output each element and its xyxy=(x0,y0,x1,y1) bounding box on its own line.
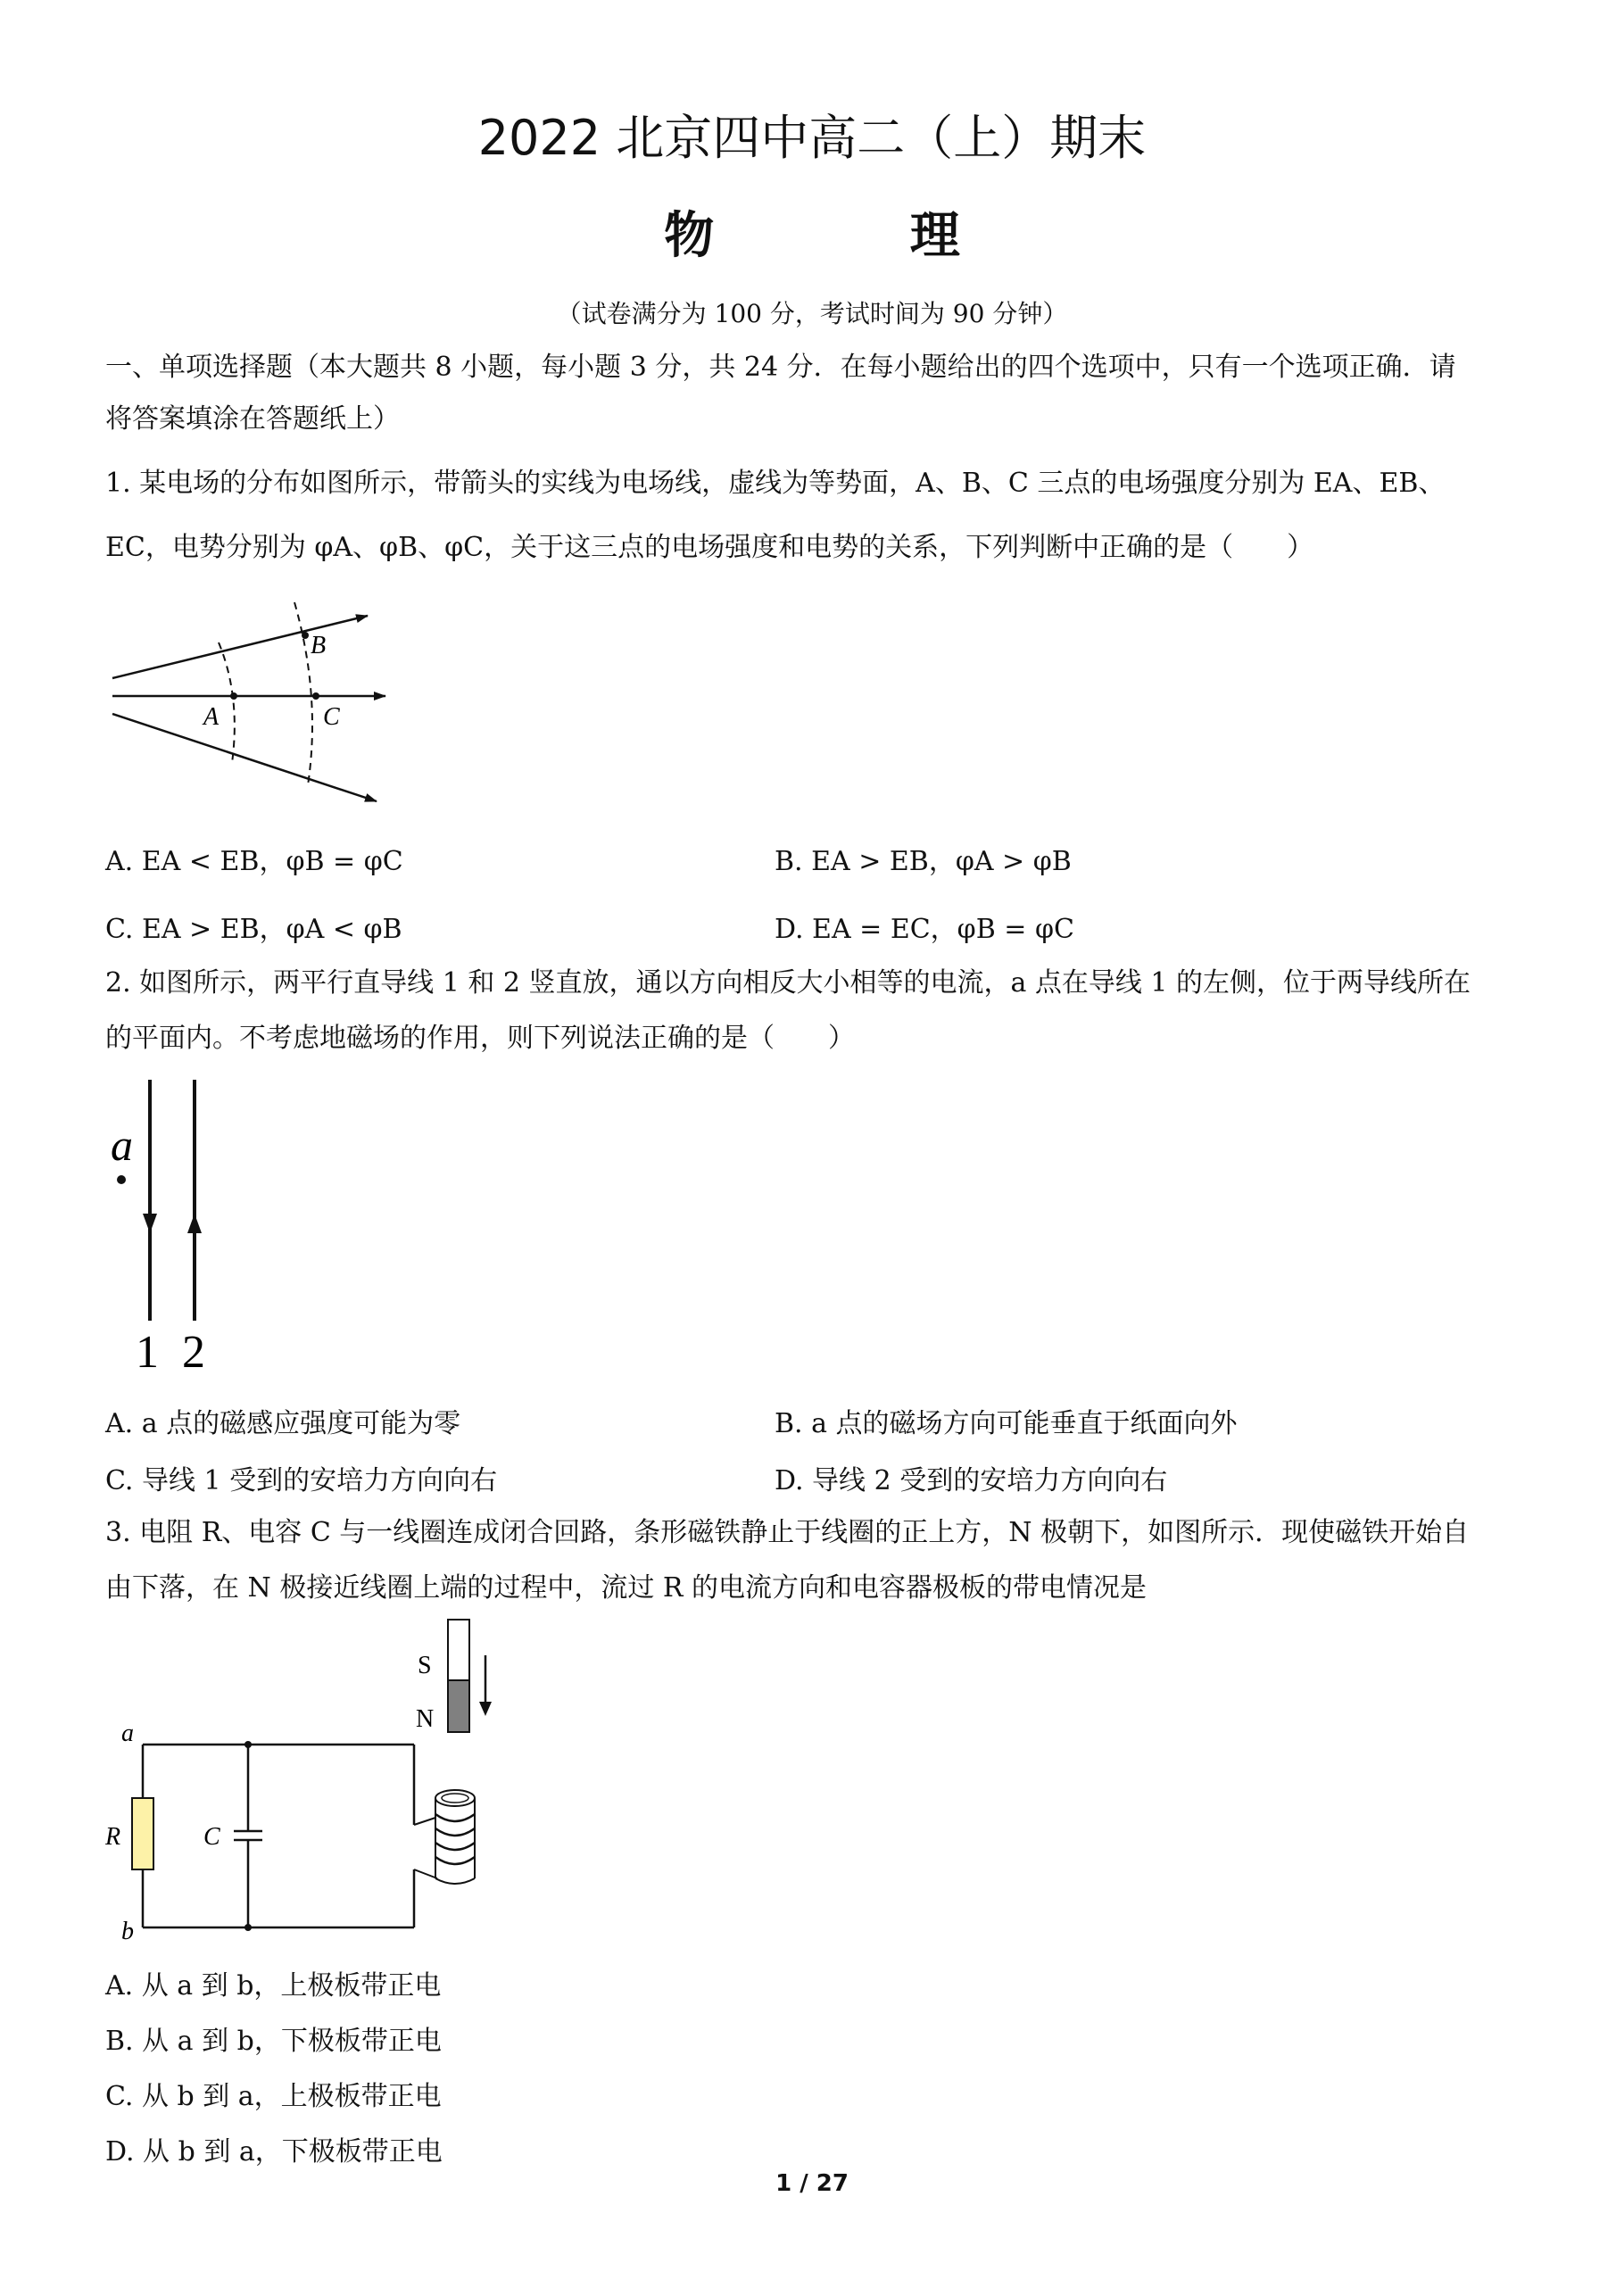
q1-option-a[interactable]: A. EA < EB，φB = φC xyxy=(105,846,403,877)
field-line-upper xyxy=(112,616,368,678)
q2-parallel-wires-figure xyxy=(98,1080,232,1383)
fall-arrow-head xyxy=(479,1702,492,1716)
label-b: B xyxy=(311,632,327,659)
exam-note: （试卷满分为 100 分，考试时间为 90 分钟） xyxy=(556,299,1068,328)
q3-stem-line2: 由下落，在 N 极接近线圈上端的过程中，流过 R 的电流方向和电容器极板的带电情况是 xyxy=(105,1572,1147,1604)
magnet-n-pole xyxy=(448,1680,469,1732)
q2-stem-line2: 的平面内。不考虑地磁场的作用，则下列说法正确的是（ ） xyxy=(105,1023,855,1054)
q3-circuit-figure xyxy=(98,1620,518,1945)
q1-option-d[interactable]: D. EA = EC，φB = φC xyxy=(775,914,1074,945)
equipotential-surface-1 xyxy=(219,642,235,763)
label-r: R xyxy=(105,1823,121,1851)
q3-stem-line1: 3. 电阻 R、电容 C 与一线圈连成闭合回路，条形磁铁静止于线圈的正上方，N 极朝下，如图所示．现使磁铁开始自 xyxy=(105,1517,1470,1548)
magnet-s-pole xyxy=(448,1620,469,1680)
subject-title: 物 理 xyxy=(664,207,1049,265)
q1-option-b[interactable]: B. EA > EB，φA > φB xyxy=(775,846,1072,877)
wire-2-label: 2 xyxy=(182,1327,205,1378)
point-a-dot xyxy=(117,1175,126,1184)
q3-option-a[interactable]: A. 从 a 到 b，上极板带正电 xyxy=(105,1970,442,2002)
q2-stem-line1: 2. 如图所示，两平行直导线 1 和 2 竖直放，通以方向相反大小相等的电流，a 点在导线 1 的左侧，位于两导线所在 xyxy=(105,967,1471,999)
q2-option-c[interactable]: C. 导线 1 受到的安培力方向向右 xyxy=(105,1465,498,1496)
page-title: 2022 北京四中高二（上）期末 xyxy=(477,110,1147,166)
wire-2-up-arrow xyxy=(187,1214,202,1233)
q1-stem-line2: EC，电势分别为 φA、φB、φC，关于这三点的电场强度和电势的关系，下列判断中正确的是（ ） xyxy=(105,532,1314,563)
resistor-r xyxy=(132,1798,153,1869)
magnet-n-label: N xyxy=(416,1705,435,1733)
point-c-dot xyxy=(312,692,319,700)
junction-bottom xyxy=(244,1924,252,1931)
coil-top-lead xyxy=(414,1818,435,1825)
junction-top xyxy=(244,1741,252,1748)
q3-option-b[interactable]: B. 从 a 到 b，下极板带正电 xyxy=(105,2026,442,2057)
label-c: C xyxy=(323,703,340,731)
q3-option-d[interactable]: D. 从 b 到 a，下极板带正电 xyxy=(105,2136,443,2168)
magnet-s-label: S xyxy=(418,1652,432,1679)
q2-option-a[interactable]: A. a 点的磁感应强度可能为零 xyxy=(105,1408,461,1439)
q1-stem-line1: 1. 某电场的分布如图所示，带箭头的实线为电场线，虚线为等势面，A、B、C 三点的电场强度分别为 EA、EB、 xyxy=(105,468,1446,499)
page-number: 1 / 27 xyxy=(775,2170,849,2197)
node-b-label: b xyxy=(121,1918,134,1945)
wire-1-label: 1 xyxy=(136,1327,159,1378)
coil-bottom-lead xyxy=(414,1869,437,1878)
point-b-dot xyxy=(302,632,309,639)
section-heading-line1: 一、单项选择题（本大题共 8 小题，每小题 3 分，共 24 分．在每小题给出的四个选项中，只有一个选项正确．请 xyxy=(105,352,1456,383)
coil xyxy=(435,1790,475,1884)
q2-option-b[interactable]: B. a 点的磁场方向可能垂直于纸面向外 xyxy=(775,1408,1238,1439)
q2-option-d[interactable]: D. 导线 2 受到的安培力方向向右 xyxy=(775,1465,1168,1496)
q1-option-c[interactable]: C. EA > EB，φA < φB xyxy=(105,914,402,945)
label-a: A xyxy=(203,703,220,731)
q3-option-c[interactable]: C. 从 b 到 a，上极板带正电 xyxy=(105,2081,442,2112)
section-heading-line2: 将答案填涂在答题纸上） xyxy=(105,403,400,435)
node-a-label: a xyxy=(121,1720,134,1747)
point-a-label: a xyxy=(111,1120,133,1170)
wire-1-down-arrow xyxy=(143,1214,157,1233)
point-a-dot xyxy=(230,692,237,700)
label-c: C xyxy=(203,1823,220,1851)
q1-electric-field-figure xyxy=(107,589,402,821)
